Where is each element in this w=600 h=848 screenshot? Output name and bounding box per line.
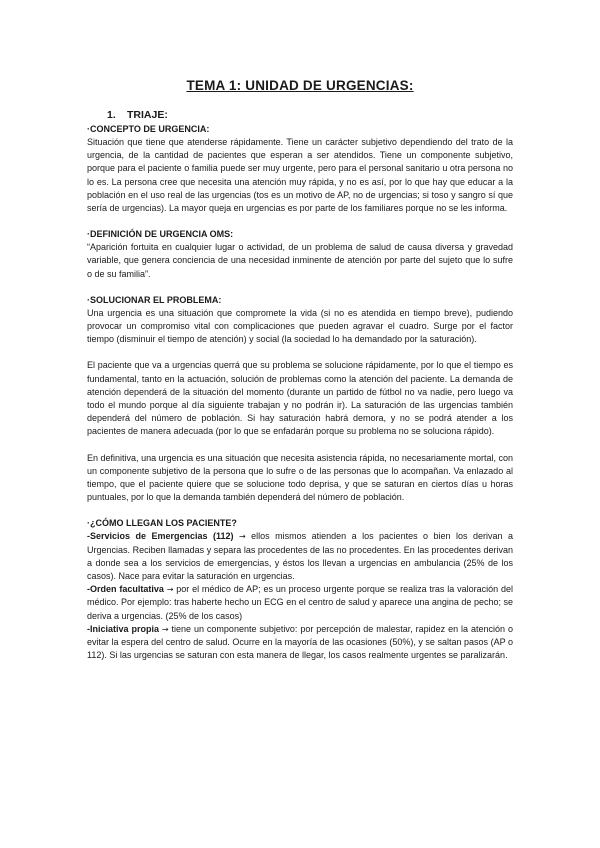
solucionar-paragraph-1: Una urgencia es una situación que compromete la vida (si no es atendida en tiempo breve), pudiendo provocar un compromiso vital con complicaciones que pueden agravar el cuadro. Surge por el factor tiempo (disminuir el tiempo de atención) y social (la sociedad lo ha demandado por la saturación). [87,307,513,345]
section-label: TRIAJE: [127,109,168,121]
section-heading [107,109,513,121]
item-text: tiene un componente subjetivo: por percepción de malestar, rapidez en la atención o evitar la espera del centro de salud. Ocurre en la mayoría de las ocasiones (50%), y se saltan pasos (AP o 112). Si las urgencias se saturan con esta manera de llegar, los casos realmente urgentes se paralizarán. [87,623,513,661]
list-item-orden-facultativa [87,583,513,623]
item-label: -Servicios de Emergencias (112) [87,531,234,542]
definicion-heading: ·DEFINICIÓN DE URGENCIA OMS: [87,229,234,240]
item-label: -Orden facultativa [87,584,164,595]
right-arrow-icon: → [166,585,174,595]
concepto-text: Situación que tiene que atenderse rápidamente. Tiene un carácter subjetivo dependiendo del trato de la urgencia, de la cantidad de pacientes que esperan a ser atendidos. Tiene un componente subjetivo, porque para el paciente o familia puede ser muy urgente, pero para el personal sanitario u otra persona no lo es. La persona cree que necesita una atención muy rápida, y no es así, por lo que hay que educar a la población en el uso real de las urgencias (tos es un motivo de AP, no de urgencias; si toso y sangro sí que sería de urgencias). La mayor queja en urgencias es por parte de los familiares porque no se les informa. [87,137,513,214]
concepto-heading: ·CONCEPTO DE URGENCIA: [87,124,210,134]
right-arrow-icon: → [238,532,246,542]
solucionar-paragraph-2: El paciente que va a urgencias querrá que su problema se solucione rápidamente, por lo que el tiempo es fundamental, tanto en la actuación, solución de problemas como la atención del paciente. La demanda de atención dependerá de la situación del momento (durante un partido de fútbol no va nadie, pero luego va todo el mundo porque al día siguiente trabajan y no podrán ir). La saturación de las urgencias también dependerá del número de población. Si hay saturación habrá demora, y no se podrá atender a los pacientes de manera adecuada (por lo que se enfadarán porque su problema no se soluciona rápido). [87,360,513,437]
list-item-servicios-emergencias [87,530,513,583]
section-number: 1. [107,109,116,121]
item-label: -Iniciativa propia [87,623,159,634]
definicion-text: “Aparición fortuita en cualquier lugar o actividad, de un problema de salud de causa diversa y gravedad variable, que genera conciencia de una necesidad inminente de atención por parte del sujeto que lo sufre o de su familia”. [87,242,513,279]
como-llegan-heading: ·¿CÓMO LLEGAN LOS PACIENTE? [87,518,237,529]
right-arrow-icon: → [161,624,169,634]
list-item-iniciativa-propia [87,623,513,663]
item-text: por el médico de AP; es un proceso urgente porque se realiza tras la valoración del médico. Por ejemplo: tras haberte hecho un ECG en el centro de salud y aparece una angina de pecho; se deriva a urgencias. (25% de los casos) [87,584,513,621]
solucionar-heading: ·SOLUCIONAR EL PROBLEMA: [87,294,222,305]
document-title: TEMA 1: UNIDAD DE URGENCIAS: [186,78,414,93]
solucionar-paragraph-3: En definitiva, una urgencia es una situación que necesita asistencia rápida, no necesariamente mortal, con un componente subjetivo de la persona que lo sufre o de las personas que lo acompañan. Va enlazado al tiempo, que el paciente quiere que se solucione todo deprisa, y que se saturan en ciertos días u horas puntuales, por lo que la demanda también dependerá del número de población. [87,452,513,503]
item-text: ellos mismos atienden a los pacientes o bien los derivan a Urgencias. Reciben llamadas y separa las procedentes de las no procedentes. En las procedentes derivan a donde sea a los servicios de emergencias, y éstos los llevan a urgencias en ambulancia (25% de los casos). Nace para evitar la saturación en urgencias. [87,531,513,582]
